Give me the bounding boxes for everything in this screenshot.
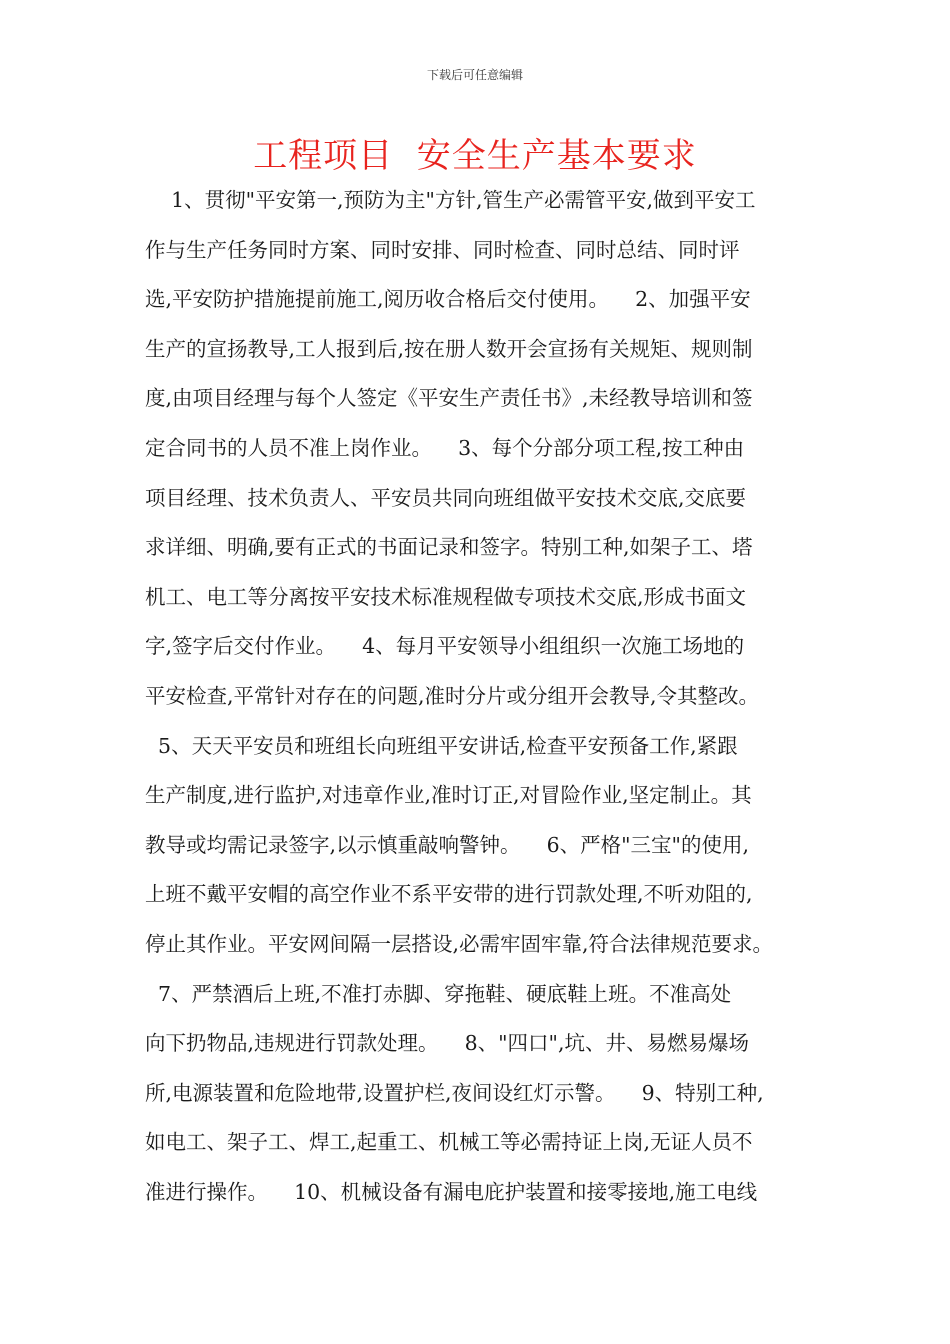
body-line: 5、天天平安员和班组长向班组平安讲话,检查平安预备工作,紧跟 xyxy=(145,733,738,758)
body-line: 定合同书的人员不准上岗作业。 3、每个分部分项工程,按工种由 xyxy=(145,435,745,460)
document-title: 工程项目 安全生产基本要求 xyxy=(253,136,697,176)
body-line: 项目经理、技术负责人、平安员共同向班组做平安技术交底,交底要 xyxy=(145,485,747,510)
body-line: 7、严禁酒后上班,不准打赤脚、穿拖鞋、硬底鞋上班。不准高处 xyxy=(145,981,732,1006)
body-line: 上班不戴平安帽的高空作业不系平安带的进行罚款处理,不听劝阻的, xyxy=(145,882,753,907)
body-line: 教导或均需记录签字,以示慎重敲响警钟。 6、严格"三宝"的使用, xyxy=(145,832,749,857)
body-line: 所,电源装置和危险地带,设置护栏,夜间设红灯示警。 9、特别工种, xyxy=(145,1080,764,1105)
body-line: 度,由项目经理与每个人签定《平安生产责任书》,未经教导培训和签 xyxy=(145,386,753,411)
body-line: 1、贯彻"平安第一,预防为主"方针,管生产必需管平安,做到平安工 xyxy=(145,188,756,212)
document-body xyxy=(145,176,825,1217)
body-line: 字,签字后交付作业。 4、每月平安领导小组组织一次施工场地的 xyxy=(145,634,745,659)
body-line: 生产的宣扬教导,工人报到后,按在册人数开会宣扬有关规矩、规则制 xyxy=(145,336,753,361)
body-line: 机工、电工等分离按平安技术标准规程做专项技术交底,形成书面文 xyxy=(145,584,747,609)
header-note: 下载后可任意编辑 xyxy=(426,68,523,82)
body-line: 向下扔物品,违规进行罚款处理。 8、"四口",坑、井、易燃易爆场 xyxy=(145,1031,749,1056)
body-line: 生产制度,进行监护,对违章作业,准时订正,对冒险作业,坚定制止。其 xyxy=(145,783,752,808)
body-line: 如电工、架子工、焊工,起重工、机械工等必需持证上岗,无证人员不 xyxy=(145,1130,753,1155)
body-line: 准进行操作。 10、机械设备有漏电庇护装置和接零接地,施工电线 xyxy=(145,1179,758,1204)
body-line: 平安检查,平常针对存在的问题,准时分片或分组开会教导,令其整改。 xyxy=(145,683,760,708)
body-line: 停止其作业。平安网间隔一层搭设,必需牢固牢靠,符合法律规范要求。 xyxy=(145,931,774,956)
body-line: 作与生产任务同时方案、同时安排、同时检查、同时总结、同时评 xyxy=(145,237,740,262)
body-line: 求详细、明确,要有正式的书面记录和签字。特别工种,如架子工、塔 xyxy=(145,535,753,560)
body-line: 选,平安防护措施提前施工,阅历收合格后交付使用。 2、加强平安 xyxy=(145,287,751,312)
